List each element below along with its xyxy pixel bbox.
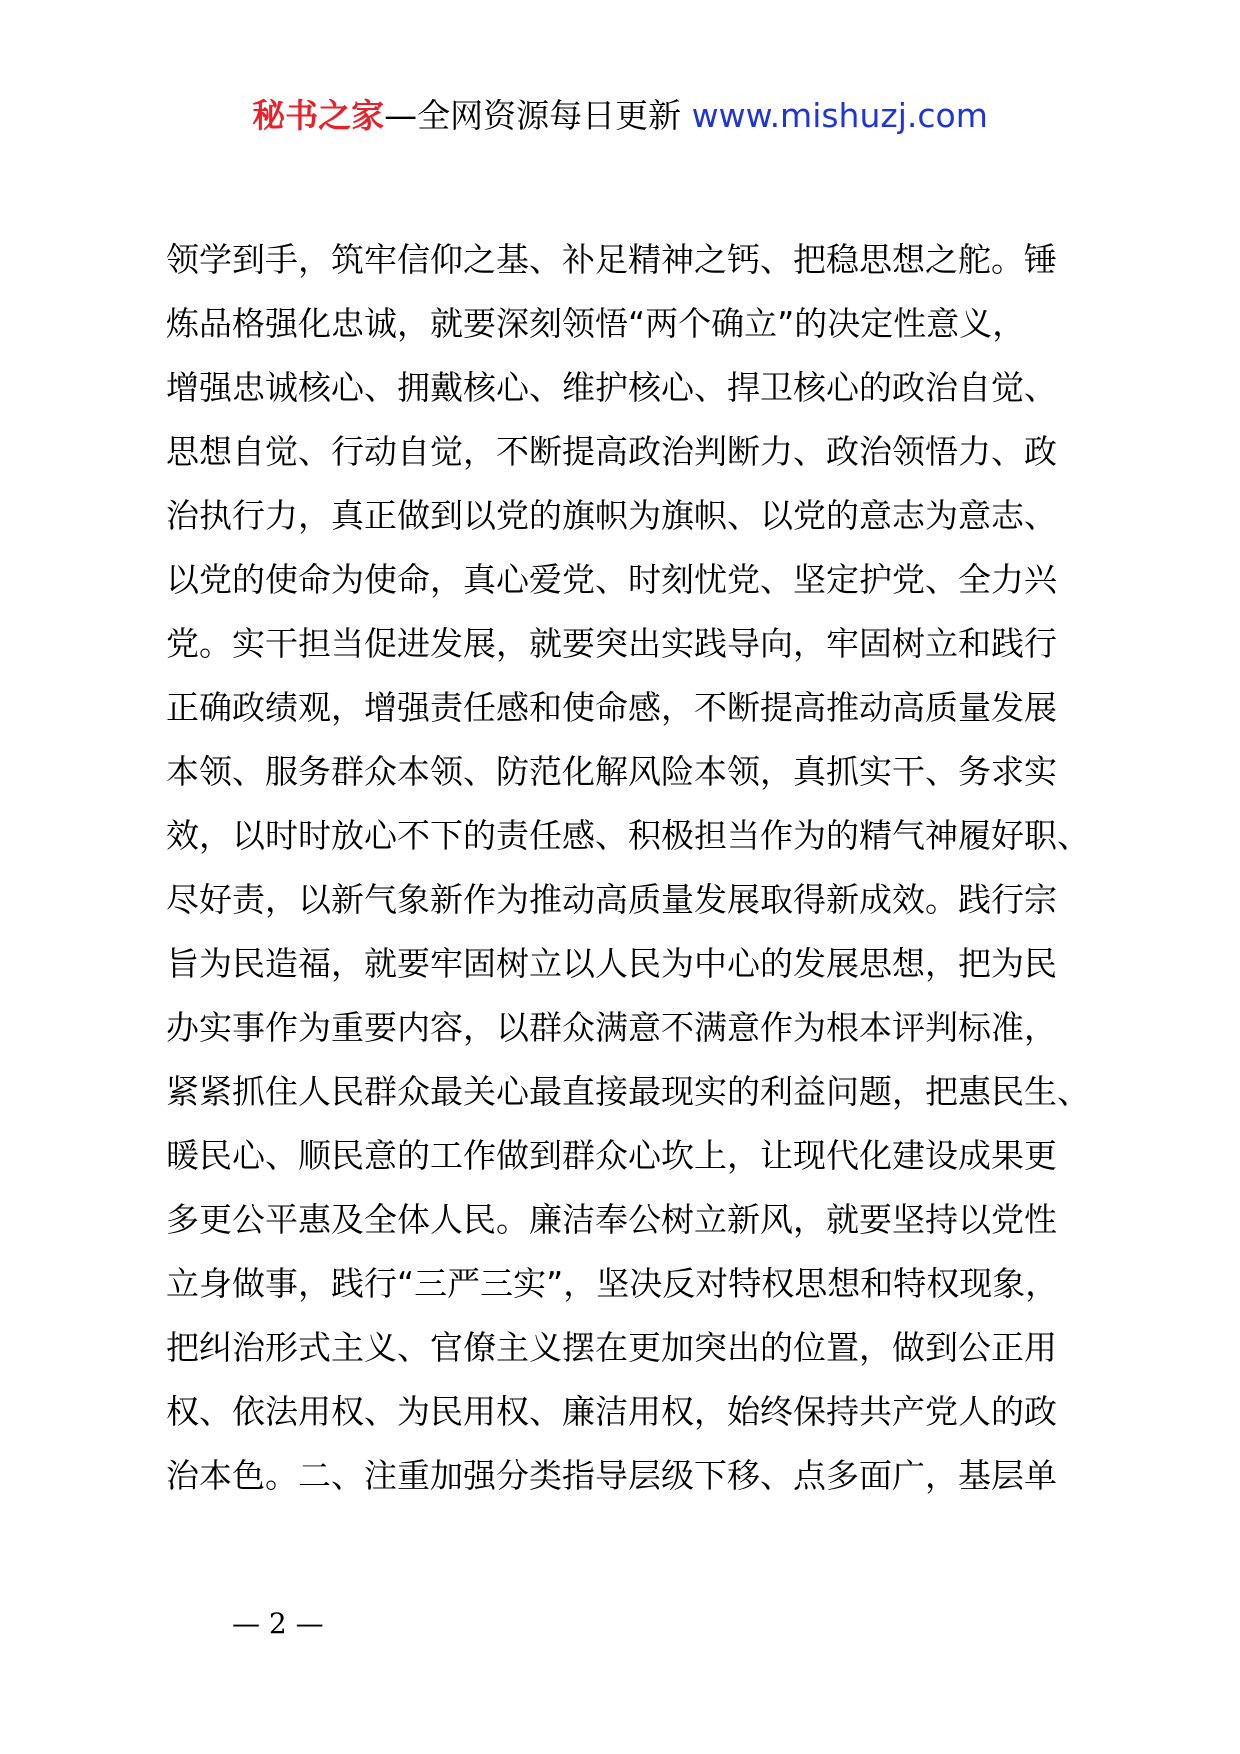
text-line: 治执行力，真正做到以党的旗帜为旗帜、以党的意志为意志、 (166, 496, 1057, 535)
site-name: 秘书之家 (252, 96, 385, 135)
text-line: 立身做事，践行“三严三实”，坚决反对特权思想和特权现象， (166, 1264, 1059, 1303)
text-line: 尽好责，以新气象新作为推动高质量发展取得新成效。践行宗 (166, 880, 1057, 919)
text-line: 党。实干担当促进发展，就要突出实践导向，牢固树立和践行 (166, 624, 1057, 663)
text-line: 办实事作为重要内容，以群众满意不满意作为根本评判标准， (166, 1008, 1057, 1047)
text-line: 正确政绩观，增强责任感和使命感，不断提高推动高质量发展 (166, 688, 1057, 727)
site-url-link[interactable]: www.mishuzj.com (691, 96, 988, 135)
text-line: 治本色。二、注重加强分类指导层级下移、点多面广，基层单 (166, 1456, 1057, 1495)
site-slogan: —全网资源每日更新 (384, 96, 692, 135)
text-line: 旨为民造福，就要牢固树立以人民为中心的发展思想，把为民 (166, 944, 1057, 983)
document-body (166, 240, 1126, 1520)
text-line: 把纠治形式主义、官僚主义摆在更加突出的位置，做到公正用 (166, 1328, 1057, 1367)
text-line: 暖民心、顺民意的工作做到群众心坎上，让现代化建设成果更 (166, 1136, 1057, 1175)
text-line: 思想自觉、行动自觉，不断提高政治判断力、政治领悟力、政 (166, 432, 1057, 471)
text-line: 领学到手，筑牢信仰之基、补足精神之钙、把稳思想之舵。锤 (166, 240, 1057, 279)
text-line: 增强忠诚核心、拥戴核心、维护核心、捍卫核心的政治自觉、 (166, 368, 1057, 407)
page-number: — 2 — (232, 1607, 324, 1640)
text-line: 以党的使命为使命，真心爱党、时刻忧党、坚定护党、全力兴 (166, 560, 1057, 599)
text-line: 炼品格强化忠诚，就要深刻领悟“两个确立”的决定性意义， (166, 304, 1026, 343)
site-header (0, 94, 1240, 138)
text-line: 效，以时时放心不下的责任感、积极担当作为的精气神履好职、 (166, 816, 1090, 855)
text-line: 多更公平惠及全体人民。廉洁奉公树立新风，就要坚持以党性 (166, 1200, 1057, 1239)
text-line: 本领、服务群众本领、防范化解风险本领，真抓实干、务求实 (166, 752, 1057, 791)
text-line: 权、依法用权、为民用权、廉洁用权，始终保持共产党人的政 (166, 1392, 1057, 1431)
text-line: 紧紧抓住人民群众最关心最直接最现实的利益问题，把惠民生、 (166, 1072, 1090, 1111)
